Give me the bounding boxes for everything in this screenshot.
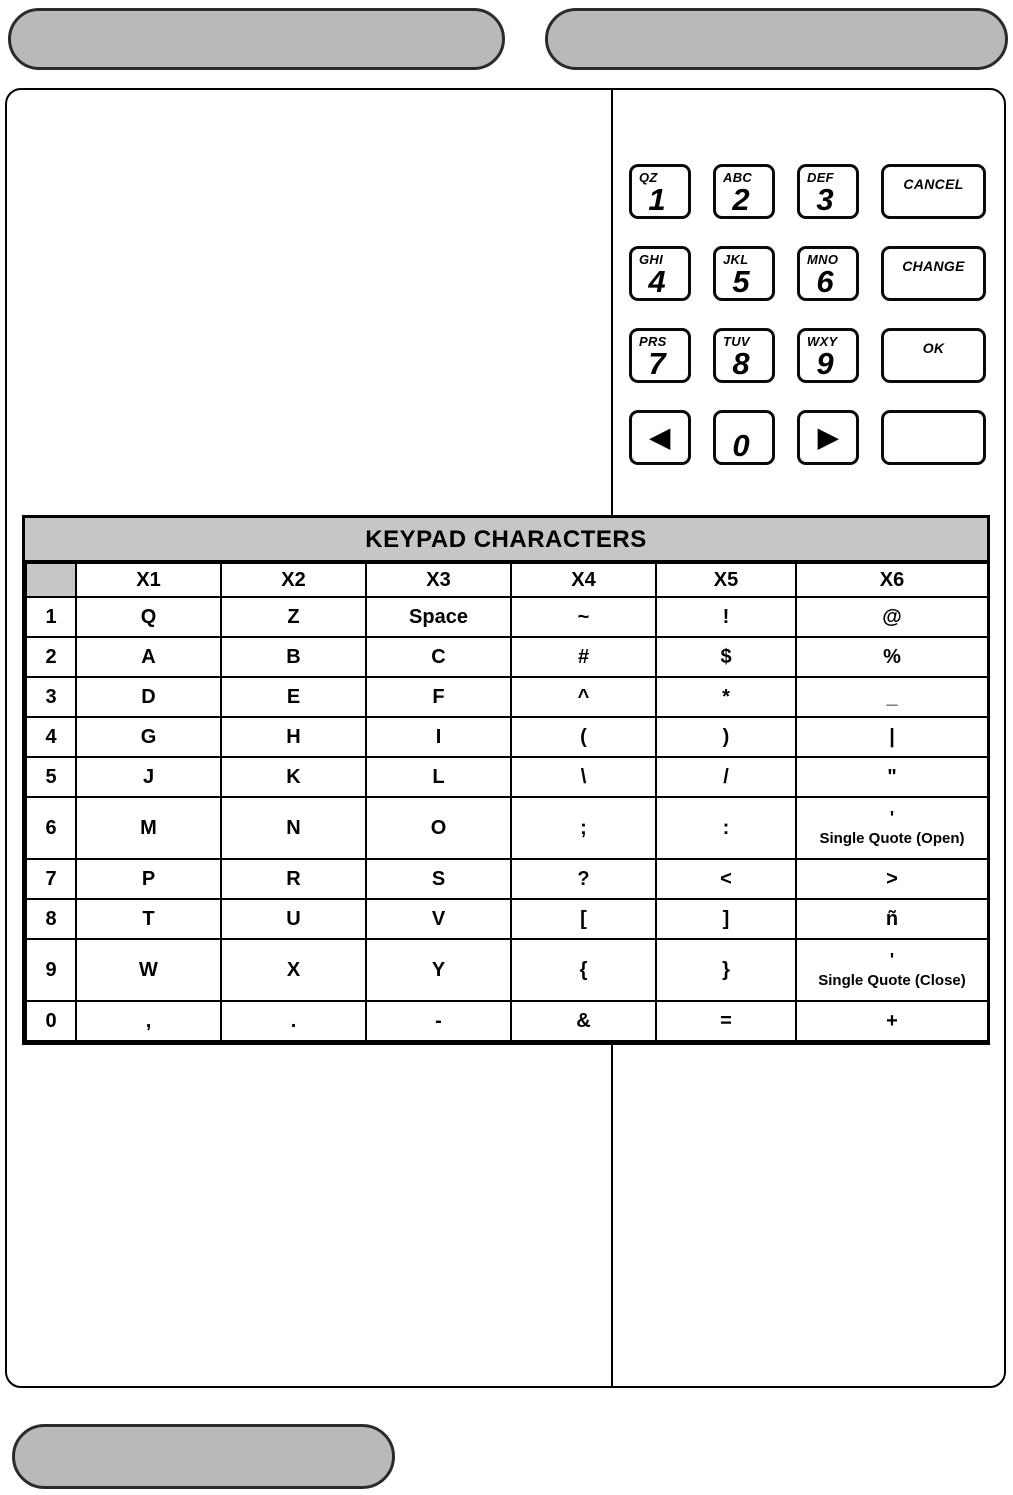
keypad-button-arrow-left — [629, 410, 691, 465]
keypad-digit-label: 7 — [648, 346, 666, 382]
character-cell: : — [656, 797, 796, 859]
keypad-letters-label: QZ — [639, 170, 658, 185]
character-cell: L — [366, 757, 511, 797]
keypad-letters-label: PRS — [639, 334, 667, 349]
character-cell: K — [221, 757, 366, 797]
character-cell: ^ — [511, 677, 656, 717]
character-cell: ) — [656, 717, 796, 757]
character-cell: T — [76, 899, 221, 939]
keypad-function-label: CANCEL — [903, 176, 964, 192]
bottom-footer-pill — [12, 1424, 395, 1489]
character-cell: ! — [656, 597, 796, 637]
row-key-cell: 0 — [26, 1001, 76, 1041]
character-cell — [796, 939, 988, 1001]
character-cell: ñ — [796, 899, 988, 939]
character-cell: _ — [796, 677, 988, 717]
column-header-x5: X5 — [656, 563, 796, 597]
character-cell: N — [221, 797, 366, 859]
character-cell: I — [366, 717, 511, 757]
character-cell: Q — [76, 597, 221, 637]
keypad-letters-label: TUV — [723, 334, 750, 349]
keypad-characters-tbody — [26, 597, 988, 1041]
row-key-cell: 7 — [26, 859, 76, 899]
row-key-cell: 4 — [26, 717, 76, 757]
keypad-button-7 — [629, 328, 691, 383]
character-cell: = — [656, 1001, 796, 1041]
keypad-function-label: OK — [922, 340, 945, 356]
keypad-digit-label: 3 — [816, 182, 834, 218]
keypad-digit-label: 5 — [732, 264, 750, 300]
column-header-x2: X2 — [221, 563, 366, 597]
character-cell: A — [76, 637, 221, 677]
character-cell: H — [221, 717, 366, 757]
character-cell: # — [511, 637, 656, 677]
top-right-header-pill — [545, 8, 1008, 70]
row-key-cell: 1 — [26, 597, 76, 637]
keypad-digit-label: 4 — [648, 264, 666, 300]
keypad-button-5 — [713, 246, 775, 301]
character-cell: M — [76, 797, 221, 859]
character-cell: - — [366, 1001, 511, 1041]
keypad — [629, 164, 986, 465]
table-row — [26, 797, 988, 859]
keypad-letters-label: JKL — [723, 252, 749, 267]
column-header-x3: X3 — [366, 563, 511, 597]
character-cell: ( — [511, 717, 656, 757]
character-cell: \ — [511, 757, 656, 797]
characters-grid — [25, 562, 989, 1042]
keypad-letters-label: ABC — [723, 170, 753, 185]
keypad-button-arrow-right — [797, 410, 859, 465]
keypad-letters-label: MNO — [807, 252, 839, 267]
table-row — [26, 757, 988, 797]
character-cell: D — [76, 677, 221, 717]
character-cell: G — [76, 717, 221, 757]
character-cell: P — [76, 859, 221, 899]
keypad-button-ok — [881, 328, 986, 383]
keypad-button-3 — [797, 164, 859, 219]
keypad-digit-label: 9 — [816, 346, 834, 382]
table-row — [26, 637, 988, 677]
table-row — [26, 597, 988, 637]
left-arrow-icon: ◀ — [650, 422, 670, 452]
character-cell: J — [76, 757, 221, 797]
character-cell: " — [796, 757, 988, 797]
character-cell: C — [366, 637, 511, 677]
character-cell: , — [76, 1001, 221, 1041]
row-key-cell: 9 — [26, 939, 76, 1001]
character-cell: E — [221, 677, 366, 717]
character-cell: | — [796, 717, 988, 757]
keypad-digit-label: 8 — [732, 346, 750, 382]
keypad-digit-label: 0 — [732, 428, 750, 464]
keypad-button-0 — [713, 410, 775, 465]
keypad-digit-label: 6 — [816, 264, 834, 300]
character-cell: Y — [366, 939, 511, 1001]
keypad-button-cancel — [881, 164, 986, 219]
table-row — [26, 859, 988, 899]
character-cell: X — [221, 939, 366, 1001]
column-header-x6: X6 — [796, 563, 988, 597]
right-arrow-icon: ▶ — [818, 422, 838, 452]
keypad-digit-label: 1 — [648, 182, 666, 218]
character-cell: < — [656, 859, 796, 899]
character-symbol: ' — [889, 808, 895, 828]
character-cell: } — [656, 939, 796, 1001]
table-row — [26, 677, 988, 717]
character-cell: / — [656, 757, 796, 797]
keypad-button-blank — [881, 410, 986, 465]
row-key-cell: 2 — [26, 637, 76, 677]
character-cell: { — [511, 939, 656, 1001]
keypad-letters-label: DEF — [807, 170, 834, 185]
character-cell: [ — [511, 899, 656, 939]
keypad-function-label: CHANGE — [902, 258, 965, 274]
keypad-digit-label: 2 — [732, 182, 750, 218]
character-cell: + — [796, 1001, 988, 1041]
character-cell: B — [221, 637, 366, 677]
character-cell: ; — [511, 797, 656, 859]
character-cell: @ — [796, 597, 988, 637]
character-cell: O — [366, 797, 511, 859]
character-cell: > — [796, 859, 988, 899]
character-cell: . — [221, 1001, 366, 1041]
keypad-button-6 — [797, 246, 859, 301]
character-cell: Z — [221, 597, 366, 637]
content-panel — [5, 88, 1006, 1388]
table-row — [26, 717, 988, 757]
character-cell: U — [221, 899, 366, 939]
row-key-cell: 6 — [26, 797, 76, 859]
keypad-characters-table — [22, 515, 990, 1045]
character-cell — [796, 797, 988, 859]
character-cell: Space — [366, 597, 511, 637]
table-row — [26, 899, 988, 939]
top-left-header-pill — [8, 8, 505, 70]
table-row — [26, 939, 988, 1001]
character-cell: * — [656, 677, 796, 717]
corner-cell — [26, 563, 76, 597]
character-symbol: ' — [889, 950, 895, 970]
character-cell: F — [366, 677, 511, 717]
table-header-row — [26, 563, 988, 597]
keypad-button-8 — [713, 328, 775, 383]
row-key-cell: 5 — [26, 757, 76, 797]
character-cell: $ — [656, 637, 796, 677]
character-cell: S — [366, 859, 511, 899]
keypad-button-4 — [629, 246, 691, 301]
column-header-x1: X1 — [76, 563, 221, 597]
character-cell: % — [796, 637, 988, 677]
keypad-letters-label: GHI — [639, 252, 664, 267]
character-cell: & — [511, 1001, 656, 1041]
row-key-cell: 8 — [26, 899, 76, 939]
character-description: Single Quote (Close) — [818, 972, 966, 989]
character-description: Single Quote (Open) — [819, 830, 965, 847]
character-cell: W — [76, 939, 221, 1001]
table-title: KEYPAD CHARACTERS — [25, 518, 987, 562]
keypad-letters-label: WXY — [807, 334, 838, 349]
character-cell: ] — [656, 899, 796, 939]
keypad-button-1 — [629, 164, 691, 219]
keypad-button-2 — [713, 164, 775, 219]
character-cell: ? — [511, 859, 656, 899]
keypad-button-9 — [797, 328, 859, 383]
character-cell: V — [366, 899, 511, 939]
column-header-x4: X4 — [511, 563, 656, 597]
table-row — [26, 1001, 988, 1041]
row-key-cell: 3 — [26, 677, 76, 717]
keypad-button-change — [881, 246, 986, 301]
character-cell: R — [221, 859, 366, 899]
character-cell: ~ — [511, 597, 656, 637]
